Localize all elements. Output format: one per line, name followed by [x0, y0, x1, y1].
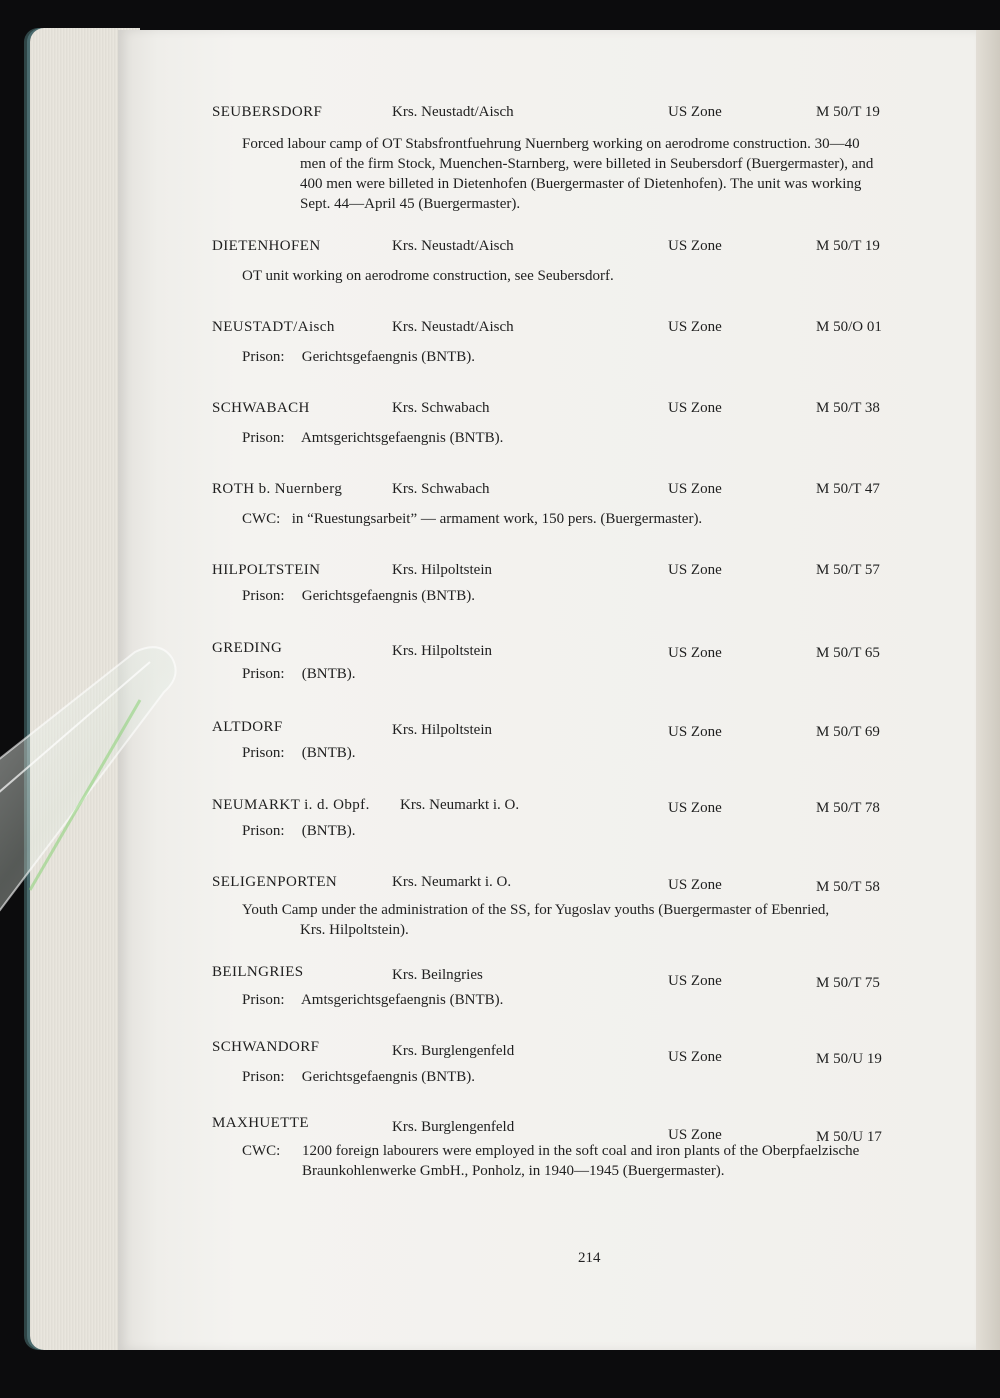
entry-description [212, 347, 962, 367]
place-name: HILPOLTSTEIN [212, 562, 321, 578]
entry-header [212, 562, 962, 584]
map-reference: M 50/U 17 [816, 1129, 882, 1145]
entry-description [212, 428, 962, 448]
map-reference: M 50/O 01 [816, 319, 882, 335]
entry-description [212, 134, 962, 214]
entry-label: CWC: [242, 1143, 281, 1159]
place-name: SELIGENPORTEN [212, 874, 338, 890]
entry-text: in “Ruestungsarbeit” — armament work, 150 pers. (Buergermaster). [291, 511, 703, 527]
entry-text: (BNTB). [301, 823, 356, 839]
entry-schwandorf [212, 1039, 962, 1087]
entry-description [212, 586, 962, 606]
entry-description [212, 821, 962, 841]
entry-roth [212, 481, 962, 529]
map-reference: M 50/T 65 [816, 645, 880, 661]
district: Krs. Neumarkt i. O. [400, 797, 520, 813]
map-reference: M 50/T 47 [816, 481, 880, 497]
zone: US Zone [668, 1127, 722, 1143]
description-line: Krs. Hilpoltstein). [300, 922, 409, 938]
place-name: ALTDORF [212, 719, 283, 735]
district: Krs. Neumarkt i. O. [392, 874, 512, 890]
district: Krs. Hilpoltstein [392, 722, 492, 738]
place-name: NEUSTADT/Aisch [212, 319, 335, 335]
zone: US Zone [668, 800, 722, 816]
place-name: BEILNGRIES [212, 964, 304, 980]
place-name: ROTH b. Nuernberg [212, 481, 343, 497]
place-name: MAXHUETTE [212, 1115, 309, 1131]
entry-text: Gerichtsgefaengnis (BNTB). [301, 349, 476, 365]
entry-hilpoltstein [212, 562, 962, 606]
entry-beilngries [212, 964, 962, 1010]
description-line: Braunkohlenwerke GmbH., Ponholz, in 1940—1945 (Buergermaster). [302, 1163, 725, 1179]
map-reference: M 50/T 69 [816, 724, 880, 740]
entry-seubersdorf [212, 104, 962, 214]
zone: US Zone [668, 724, 722, 740]
entry-header [212, 1115, 962, 1145]
entry-header [212, 238, 962, 260]
page-number: 214 [578, 1250, 601, 1266]
glass-pointer [0, 640, 220, 960]
entry-description [212, 509, 962, 529]
zone: US Zone [668, 238, 722, 254]
entry-label: Prison: [242, 588, 285, 604]
zone: US Zone [668, 1049, 722, 1065]
cwc-row [212, 1141, 962, 1181]
place-name: SCHWABACH [212, 400, 310, 416]
entry-header [212, 874, 962, 896]
entry-description [212, 743, 962, 763]
place-name: NEUMARKT i. d. Obpf. [212, 797, 370, 813]
entry-header [212, 719, 962, 741]
entry-maxhuette [212, 1115, 962, 1181]
entry-description [212, 266, 962, 286]
entry-label: Prison: [242, 745, 285, 761]
zone: US Zone [668, 104, 722, 120]
map-reference: M 50/T 78 [816, 800, 880, 816]
entry-header [212, 481, 962, 503]
place-name: GREDING [212, 640, 283, 656]
entry-label: Prison: [242, 349, 285, 365]
district: Krs. Burglengenfeld [392, 1043, 515, 1059]
next-page-edge [972, 30, 1000, 1350]
entry-text: (BNTB). [301, 666, 356, 682]
district: Krs. Neustadt/Aisch [392, 319, 514, 335]
zone: US Zone [668, 400, 722, 416]
entry-neumarkt [212, 797, 962, 841]
entry-header [212, 400, 962, 422]
district: Krs. Burglengenfeld [392, 1119, 515, 1135]
zone: US Zone [668, 973, 722, 989]
district: Krs. Schwabach [392, 481, 490, 497]
map-reference: M 50/T 75 [816, 975, 880, 991]
description-line: Sept. 44—April 45 (Buergermaster). [300, 196, 521, 212]
map-reference: M 50/U 19 [816, 1051, 882, 1067]
zone: US Zone [668, 877, 722, 893]
map-reference: M 50/T 38 [816, 400, 880, 416]
entry-text: Amtsgerichtsgefaengnis (BNTB). [300, 430, 504, 446]
entry-text: Gerichtsgefaengnis (BNTB). [301, 588, 476, 604]
map-reference: M 50/T 57 [816, 562, 880, 578]
entry-text [302, 1141, 962, 1181]
place-name: SCHWANDORF [212, 1039, 320, 1055]
place-name: DIETENHOFEN [212, 238, 321, 254]
description-line: men of the firm Stock, Muenchen-Starnberg, were billeted in Seubersdorf (Buergermaster), and [300, 156, 874, 172]
description-line: 1200 foreign labourers were employed in the soft coal and iron plants of the Oberpfaelzische [302, 1143, 860, 1159]
entry-description [212, 1067, 962, 1087]
zone: US Zone [668, 481, 722, 497]
entry-header [212, 640, 962, 662]
entry-schwabach [212, 400, 962, 448]
entry-description [212, 664, 962, 684]
entry-text: (BNTB). [301, 745, 356, 761]
district: Krs. Schwabach [392, 400, 490, 416]
entry-neustadt [212, 319, 962, 367]
entry-altdorf [212, 719, 962, 763]
place-name: SEUBERSDORF [212, 104, 323, 120]
entry-label: CWC: [242, 511, 281, 527]
description-line: Forced labour camp of OT Stabsfrontfuehrung Nuernberg working on aerodrome construction. 30—40 [242, 136, 860, 152]
entry-description [212, 990, 962, 1010]
district: Krs. Hilpoltstein [392, 562, 492, 578]
map-reference: M 50/T 19 [816, 104, 880, 120]
zone: US Zone [668, 319, 722, 335]
entry-description [212, 1141, 962, 1181]
district: Krs. Neustadt/Aisch [392, 104, 514, 120]
entry-label: Prison: [242, 823, 285, 839]
entry-text: Amtsgerichtsgefaengnis (BNTB). [300, 992, 504, 1008]
entry-description [212, 900, 962, 940]
entry-label: Prison: [242, 666, 285, 682]
entry-label: Prison: [242, 430, 285, 446]
entry-dietenhofen [212, 238, 962, 286]
entry-label: Prison: [242, 992, 285, 1008]
zone: US Zone [668, 645, 722, 661]
entry-header [212, 1039, 962, 1067]
description-line: Youth Camp under the administration of the SS, for Yugoslav youths (Buergermaster of Ebenried, [242, 902, 830, 918]
map-reference: M 50/T 58 [816, 879, 880, 895]
entry-greding [212, 640, 962, 684]
zone: US Zone [668, 562, 722, 578]
entry-header [212, 104, 962, 126]
district: Krs. Neustadt/Aisch [392, 238, 514, 254]
map-reference: M 50/T 19 [816, 238, 880, 254]
description-line: OT unit working on aerodrome construction, see Seubersdorf. [242, 268, 614, 284]
entry-seligenporten [212, 874, 962, 940]
entry-label: Prison: [242, 1069, 285, 1085]
entry-header [212, 964, 962, 991]
district: Krs. Beilngries [392, 967, 483, 983]
entry-header [212, 319, 962, 341]
entry-header [212, 797, 962, 819]
entry-text: Gerichtsgefaengnis (BNTB). [301, 1069, 476, 1085]
description-line: 400 men were billeted in Dietenhofen (Buergermaster of Dietenhofen). The unit was working [300, 176, 862, 192]
district: Krs. Hilpoltstein [392, 643, 492, 659]
